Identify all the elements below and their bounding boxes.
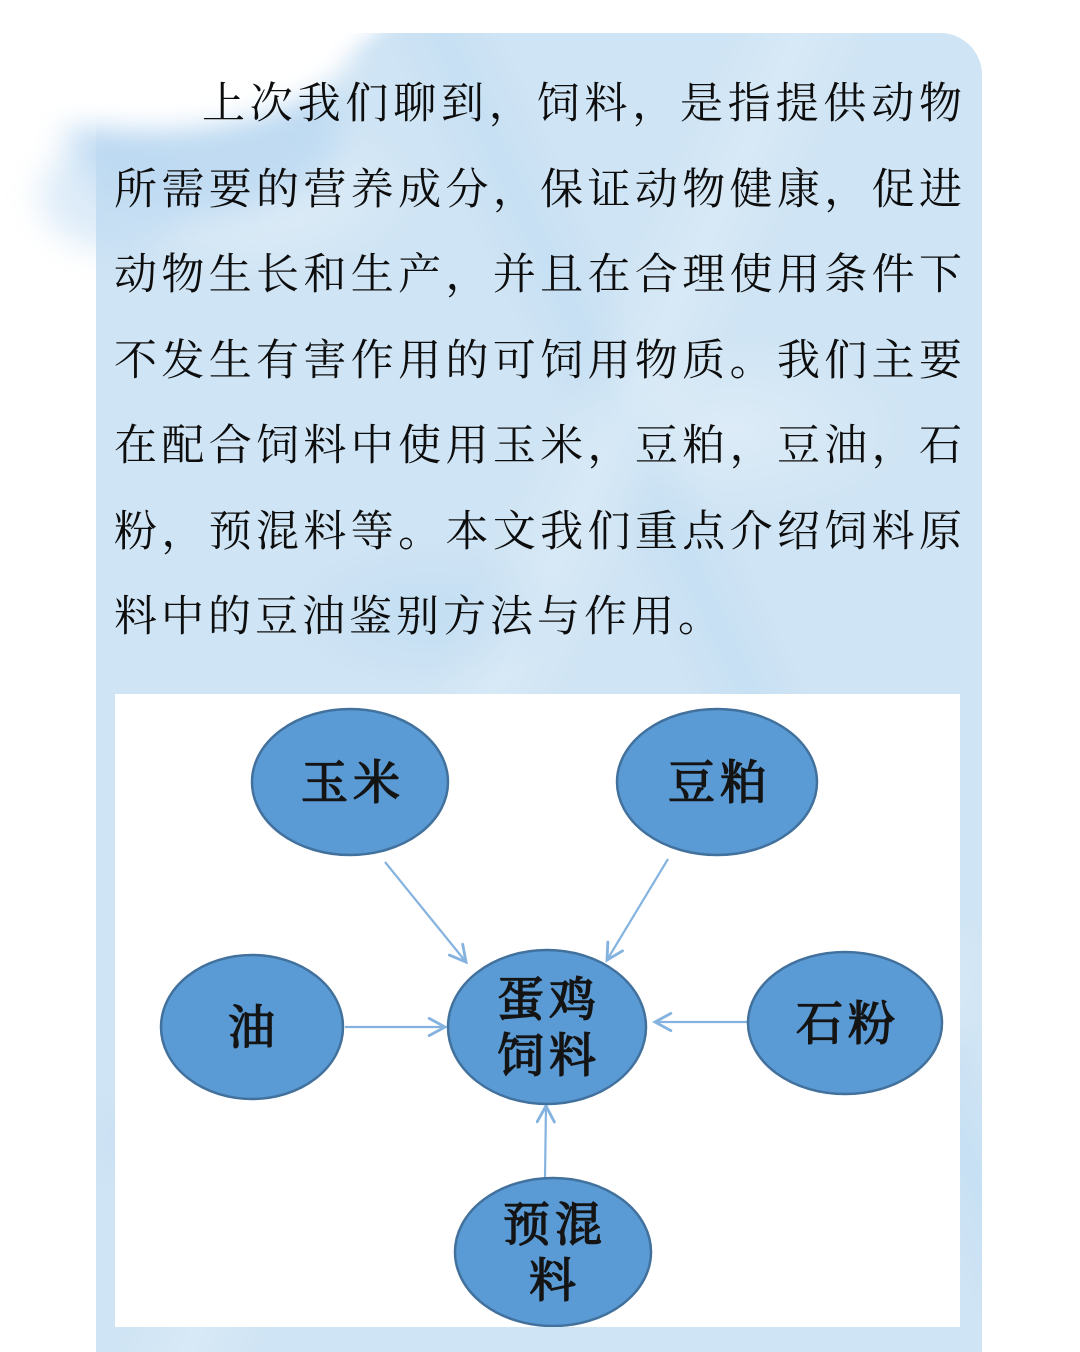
node-premix-label-line2: 料	[529, 1256, 581, 1308]
node-stone-powder	[748, 952, 942, 1094]
edge-premix-to-feed	[545, 1106, 546, 1178]
feed-ingredients-diagram	[115, 694, 960, 1327]
node-egg-chicken-feed-label-line1: 蛋鸡	[497, 975, 601, 1027]
edge-soybean-meal-to-feed	[607, 859, 668, 960]
node-egg-chicken-feed-label-line2: 饲料	[497, 1031, 601, 1083]
edge-corn-to-feed	[385, 862, 466, 962]
node-corn	[252, 709, 448, 855]
node-oil	[161, 955, 343, 1099]
node-premix-label-line1: 预混	[503, 1200, 607, 1252]
node-soybean-meal	[617, 709, 817, 855]
node-oil-label: 油	[228, 1003, 280, 1055]
article-paragraph: 上次我们聊到，饲料，是指提供动物所需要的营养成分，保证动物健康，促进动物生长和生产，并且在合理使用条件下不发生有害作用的可饲用物质。我们主要在配合饲料中使用玉米，豆粕，豆油，石粉，预混料等。本文我们重点介绍饲料原料中的豆油鉴别方法与作用。	[114, 80, 966, 641]
diagram-panel	[115, 694, 960, 1327]
node-egg-chicken-feed	[448, 950, 646, 1104]
node-stone-powder-label: 石粉	[796, 999, 900, 1051]
node-premix	[455, 1178, 651, 1326]
node-corn-label: 玉米	[301, 758, 405, 810]
node-soybean-meal-label: 豆粕	[668, 758, 772, 810]
